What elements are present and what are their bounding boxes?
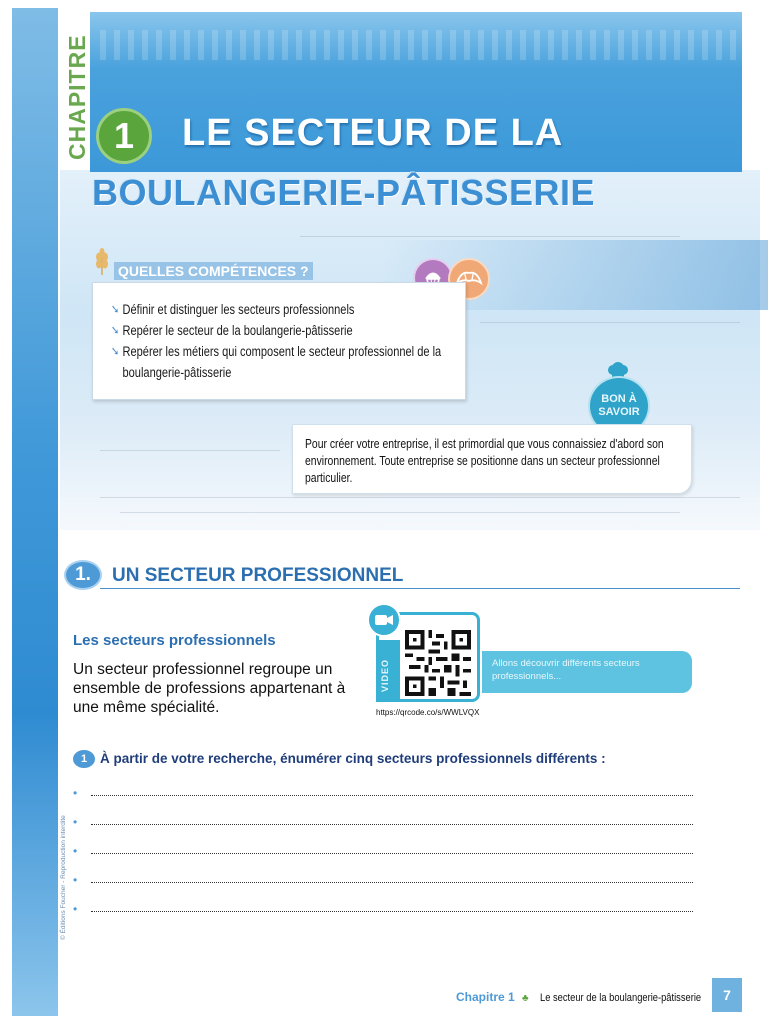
section-divider (100, 588, 740, 589)
footer-chapter: Chapitre 1 (456, 990, 515, 1004)
badge-line1: BON À (601, 393, 637, 405)
video-camera-icon (367, 603, 401, 637)
faded-text-line (120, 512, 680, 513)
section-title: UN SECTEUR PROFESSIONNEL (112, 565, 404, 586)
bullet-dot: • (73, 786, 78, 800)
faded-text-line (100, 497, 740, 498)
competence-item (111, 320, 455, 341)
subsection-title: Les secteurs professionnels (73, 632, 276, 649)
competence-text: Définir et distinguer les secteurs professionnels (122, 302, 355, 317)
header-pattern (100, 30, 740, 60)
question-number-badge: 1 (73, 750, 95, 768)
bullet-dot: • (73, 815, 78, 829)
competence-item (111, 299, 455, 320)
section-number-badge: 1. (64, 560, 102, 590)
answer-line[interactable] (73, 838, 693, 867)
bon-a-savoir-box (292, 424, 692, 494)
chapter-vertical-label: CHAPITRE (64, 34, 90, 160)
competence-text: Repérer les métiers qui composent le secteur professionnel de la boulangerie-pâtisserie (122, 344, 442, 380)
badge-line2: SAVOIR (598, 406, 640, 418)
page-footer (456, 990, 730, 1004)
answer-lines (73, 780, 693, 925)
video-label: VIDEO (380, 658, 390, 692)
page-title-line2: BOULANGERIE-PÂTISSERIE (92, 172, 596, 213)
answer-line[interactable] (73, 867, 693, 896)
answer-line[interactable] (73, 809, 693, 838)
left-blue-band (12, 8, 58, 1016)
footer-title: Le secteur de la boulangerie-pâtisserie (539, 992, 702, 1004)
bon-a-savoir-text: Pour créer votre entreprise, il est primordial que vous connaissiez d'abord son environnement. Toute entreprise se positionne dans un secteur professionnel particulier. (305, 436, 664, 485)
question-text: À partir de votre recherche, énumérer cinq secteurs professionnels différents : (100, 751, 606, 766)
competences-box (92, 282, 466, 400)
answer-line[interactable] (73, 780, 693, 809)
bullet-dot: • (73, 873, 78, 887)
arrow-bullet-icon: ➘ (111, 344, 120, 358)
arrow-bullet-icon: ➘ (111, 323, 120, 337)
faded-text-line (480, 322, 740, 323)
copyright-notice: © Éditions Foucher - Reproduction interdite (60, 815, 67, 940)
arrow-bullet-icon: ➘ (111, 302, 120, 316)
chapter-number-badge: 1 (96, 108, 152, 164)
faded-text-line (300, 236, 680, 237)
bullet-dot: • (73, 844, 78, 858)
page-number: 7 (712, 978, 742, 1012)
qr-url[interactable]: https://qrcode.co/s/WWLVQX (376, 708, 480, 717)
wheat-icon (92, 248, 114, 278)
definition-text: Un secteur professionnel regroupe un ensemble de professions appartenant à une même spécialité. (73, 661, 346, 716)
page-title-line1: LE SECTEUR DE LA (182, 112, 564, 154)
qr-code-icon[interactable] (404, 630, 472, 696)
leaf-icon: ♣ (522, 993, 529, 1004)
competence-text: Repérer le secteur de la boulangerie-pâtisserie (122, 323, 353, 338)
competences-heading: QUELLES COMPÉTENCES ? (114, 262, 313, 280)
faded-text-line (100, 450, 280, 451)
competence-item (111, 341, 455, 383)
answer-line[interactable] (73, 896, 693, 925)
video-banner[interactable]: Allons découvrir différents secteurs professionnels... (482, 651, 692, 693)
bullet-dot: • (73, 902, 78, 916)
